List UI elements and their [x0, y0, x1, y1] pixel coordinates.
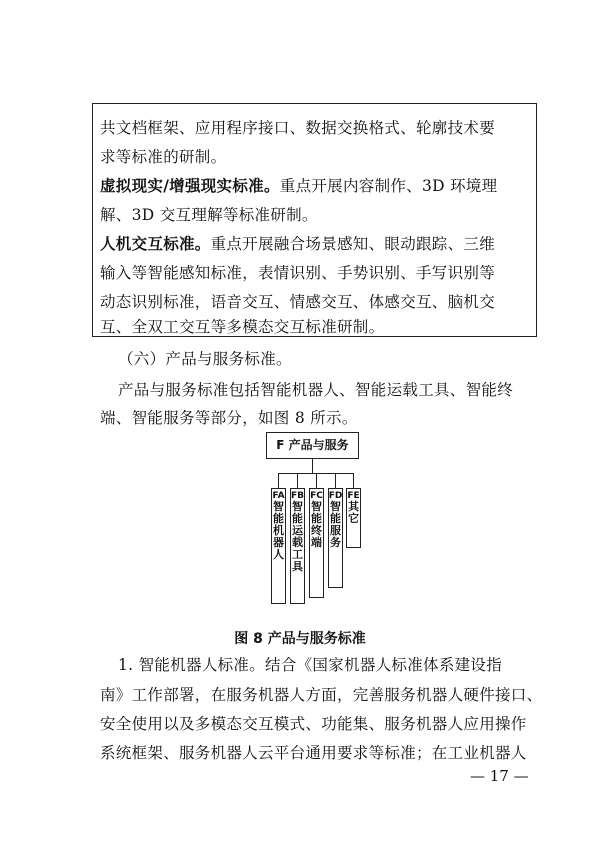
box-line-6: 输入等智能感知标准，表情识别、手势识别、手写识别等: [100, 264, 496, 282]
diagram-label-char: 能: [273, 512, 284, 525]
diagram-label-char: 具: [292, 560, 303, 573]
diagram-root-node: F 产品与服务: [266, 432, 359, 459]
product-service-diagram: [255, 432, 375, 604]
section-heading: （六）产品与服务标准。: [118, 350, 292, 368]
vr-ar-standard-heading: 虚拟现实/增强现实标准。: [100, 176, 280, 195]
diagram-node-fa: FA 智 能 机 器 人: [271, 488, 286, 604]
page-number: — 17 —: [470, 767, 529, 785]
diagram-connector-fc: [316, 473, 317, 488]
diagram-label-char: 载: [292, 536, 303, 549]
box-line-5: 人机交互标准。重点开展融合场景感知、眼动跟踪、三维: [100, 234, 496, 253]
box-line-1: 共文档框架、应用程序接口、数据交换格式、轮廓技术要: [100, 119, 496, 137]
diagram-label-char: 服: [330, 524, 341, 537]
diagram-label-char: 机: [273, 524, 284, 537]
diagram-connector-fb: [297, 473, 298, 488]
diagram-label-char: 器: [273, 536, 284, 549]
diagram-node-fe: FE 其 它: [346, 488, 361, 548]
diagram-label-char: 其: [348, 500, 359, 513]
intro-line-1: 产品与服务标准包括智能机器人、智能运载工具、智能终: [118, 381, 514, 399]
para2-line-3: 安全使用以及多模态交互模式、功能集、服务机器人应用操作: [100, 715, 527, 733]
box-line-4: 解、3D 交互理解等标准研制。: [100, 206, 318, 224]
diagram-label-char: 智: [330, 500, 341, 513]
para2-line-4: 系统框架、服务机器人云平台通用要求等标准；在工业机器人: [100, 744, 527, 762]
box-line-2: 求等标准的研制。: [100, 148, 227, 166]
box-line-3: 虚拟现实/增强现实标准。重点开展内容制作、3D 环境理: [100, 176, 498, 195]
para2-line-2: 南》工作部署，在服务机器人方面，完善服务机器人硬件接口、: [100, 686, 543, 704]
diagram-connector-fd: [335, 473, 336, 488]
diagram-label-char: 能: [292, 512, 303, 525]
box-line-8: 互、全双工交互等多模态交互标准研制。: [100, 318, 385, 336]
intro-line-2: 端、智能服务等部分，如图 8 所示。: [100, 409, 358, 427]
diagram-label-char: 智: [311, 500, 322, 513]
diagram-label-char: 运: [292, 524, 303, 537]
diagram-node-fd: FD 智 能 服 务: [328, 488, 343, 588]
diagram-node-fc: FC 智 能 终 端: [309, 488, 324, 598]
diagram-label-char: 智: [292, 500, 303, 513]
diagram-label-char: 工: [292, 548, 303, 561]
figure-caption: 图 8 产品与服务标准: [234, 631, 366, 647]
diagram-label-char: 能: [330, 512, 341, 525]
diagram-label-char: 人: [273, 548, 284, 561]
diagram-label-char: 务: [330, 536, 341, 549]
box-line-7: 动态识别标准，语音交互、情感交互、体感交互、脑机交: [100, 293, 496, 311]
hci-standard-heading: 人机交互标准。: [100, 234, 211, 253]
diagram-node-fb: FB 智 能 运 载 工 具: [290, 488, 305, 604]
diagram-connector-fe: [353, 473, 354, 488]
diagram-label-char: 它: [348, 512, 359, 525]
diagram-label-char: 端: [311, 536, 322, 549]
diagram-connector-fa: [278, 473, 279, 488]
diagram-connector-root: [312, 459, 313, 473]
diagram-label-char: 终: [311, 524, 322, 537]
diagram-label-char: 智: [273, 500, 284, 513]
para2-line-1: 1. 智能机器人标准。结合《国家机器人标准体系建设指: [118, 656, 503, 674]
diagram-label-char: 能: [311, 512, 322, 525]
